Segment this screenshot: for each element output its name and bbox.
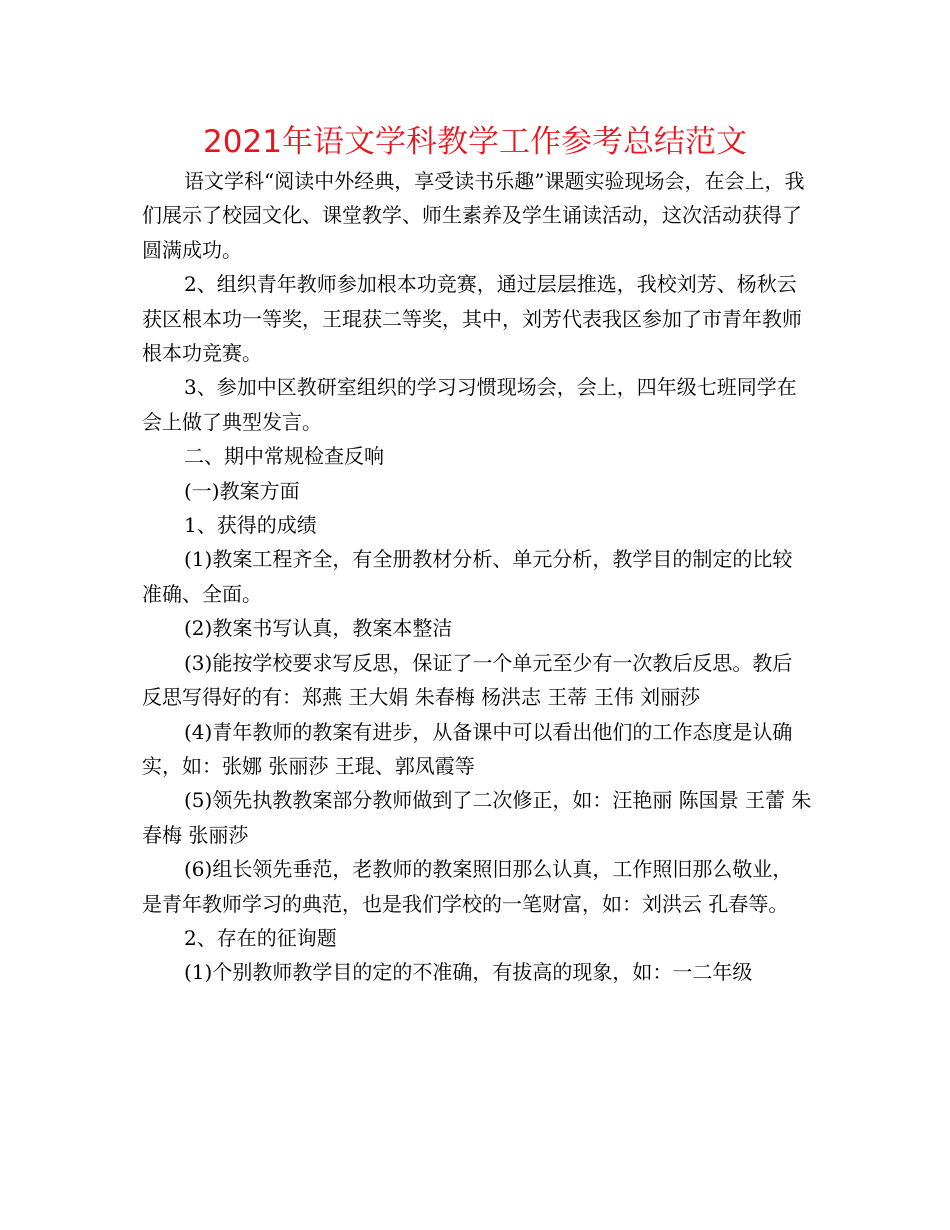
paragraph-3: 3、参加中区教研室组织的学习习惯现场会，会上，四年级七班同学在会上做了典型发言。 [142, 375, 797, 434]
paragraph-2: 2、组织青年教师参加根本功竞赛，通过层层推选，我校刘芳、杨秋云获区根本功一等奖，王琨获二等奖，其中，刘芳代表我区参加了市青年教师根本功竞赛。 [142, 272, 802, 366]
paragraph-1: 语文学科“阅读中外经典，享受读书乐趣”课题实验现场会，在会上，我们展示了校园文化、课堂教学、师生素养及学生诵读活动，这次活动获得了圆满成功。 [142, 169, 805, 262]
paragraph-4: 二、期中常规检查反响 [184, 444, 384, 469]
paragraph-9: (3)能按学校要求写反思，保证了一个单元至少有一次教后反思。教后反思写得好的有：郑燕 王大娟 朱春梅 杨洪志 王蒂 王伟 刘丽莎 [142, 650, 793, 710]
paragraph-5: (一)教案方面 [184, 478, 300, 503]
paragraph-6: 1、获得的成绩 [184, 513, 317, 538]
paragraph-10: (4)青年教师的教案有进步，从备课中可以看出他们的工作态度是认确实，如：张娜 张丽莎 王琨、郭凤霞等 [142, 719, 793, 778]
paragraph-8: (2)教案书写认真，教案本整洁 [184, 616, 453, 641]
paragraph-11: (5)领先执教教案部分教师做到了二次修正，如：汪艳丽 陈国景 王蕾 朱春梅 张丽莎 [142, 788, 812, 847]
paragraph-12: (6)组长领先垂范，老教师的教案照旧那么认真，工作照旧那么敬业，是青年教师学习的典范，也是我们学校的一笔财富，如：刘洪云 孔春等。 [142, 857, 793, 916]
paragraph-7: (1)教案工程齐全，有全册教材分析、单元分析，教学目的制定的比较准确、全面。 [142, 547, 793, 606]
document-title: 2021年语文学科教学工作参考总结范文 [203, 124, 747, 160]
paragraph-14: (1)个别教师教学目的定的不准确，有拔高的现象，如：一二年级 [184, 960, 753, 985]
document-body [142, 164, 812, 990]
paragraph-13: 2、存在的征询题 [184, 925, 337, 950]
